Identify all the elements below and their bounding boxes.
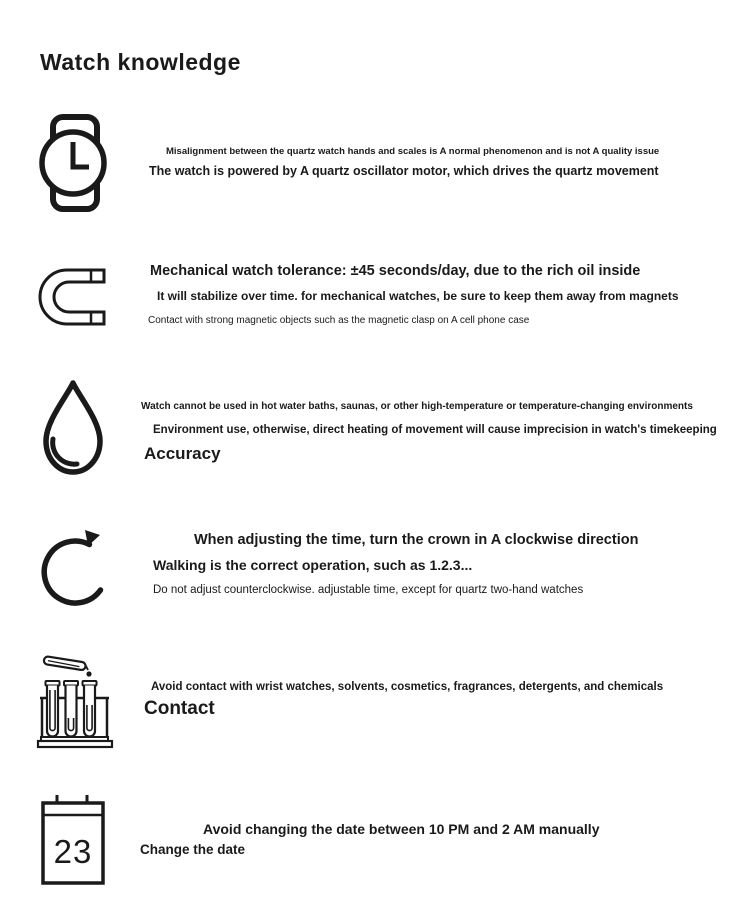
calendar-day-number: 23 [53, 833, 93, 870]
crown-operation-line: Walking is the correct operation, such as 1.2.3... [153, 557, 473, 573]
page-title: Watch knowledge [40, 49, 241, 76]
crown-counterclockwise-line: Do not adjust counterclockwise. adjustable time, except for quartz two-hand watches [153, 584, 584, 596]
crown-clockwise-line: When adjusting the time, turn the crown in A clockwise direction [194, 532, 639, 548]
quartz-main-line: The watch is powered by A quartz oscillator motor, which drives the quartz movement [149, 164, 659, 178]
magnet-icon [38, 266, 108, 328]
test-tubes-icon [36, 648, 114, 750]
temperature-warning-line: Watch cannot be used in hot water baths, saunas, or other high-temperature or temperature-changing environments [141, 401, 693, 412]
change-date-line: Change the date [140, 842, 246, 857]
temperature-environment-line: Environment use, otherwise, direct heating of movement will cause imprecision in watch's timekeeping [153, 424, 717, 436]
quartz-note-line: Misalignment between the quartz watch hands and scales is A normal phenomenon and is not A quality issue [166, 146, 660, 157]
accuracy-heading: Accuracy [144, 444, 221, 463]
magnet-contact-line: Contact with strong magnetic objects such as the magnetic clasp on A cell phone case [148, 315, 530, 326]
chemicals-warning-line: Avoid contact with wrist watches, solvents, cosmetics, fragrances, detergents, and chemicals [151, 681, 664, 693]
magnet-tolerance-line: Mechanical watch tolerance: ±45 seconds/day, due to the rich oil inside [150, 263, 641, 279]
water-drop-icon [36, 377, 110, 479]
magnet-stabilize-line: It will stabilize over time. for mechanical watches, be sure to keep them away from magnets [157, 289, 679, 303]
contact-heading: Contact [144, 698, 215, 719]
wristwatch-icon [36, 112, 112, 214]
rotate-clockwise-icon [39, 526, 113, 612]
date-warning-line: Avoid changing the date between 10 PM and 2 AM manually [203, 821, 600, 837]
